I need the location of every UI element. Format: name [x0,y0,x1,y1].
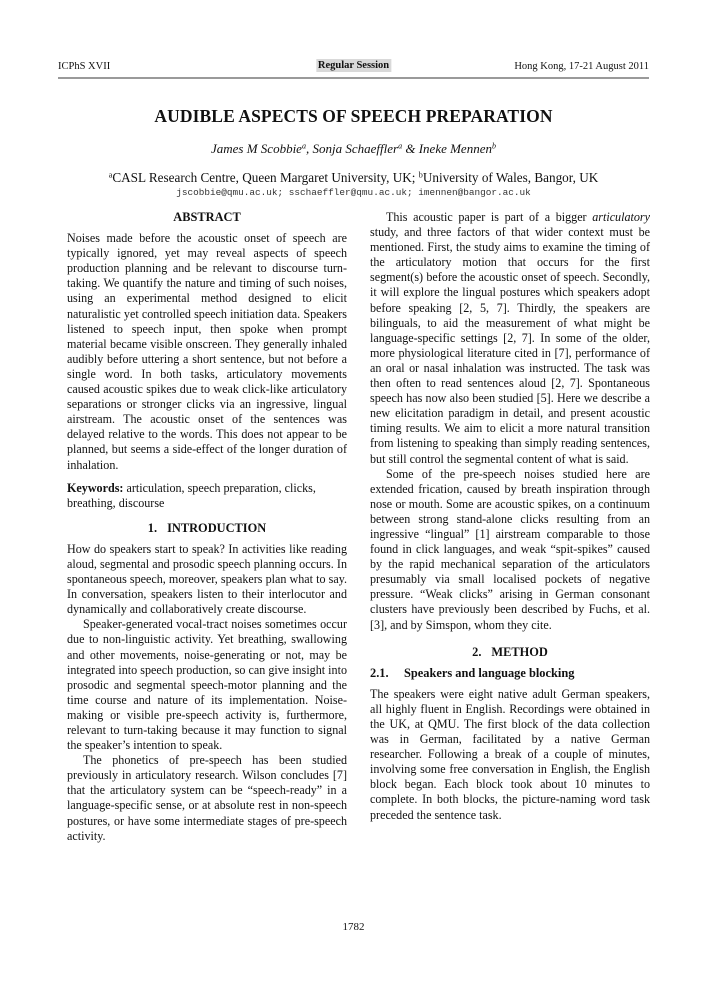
subsection-title: Speakers and language blocking [404,665,575,680]
section-title: INTRODUCTION [167,520,267,535]
section-title: METHOD [491,644,548,659]
body-paragraph: The speakers were eight native adult German speakers, all highly fluent in English. Recordings were obtained in the UK, at QMU. The first block of the data collection was in German, facilitated by a native German researcher. Following a break of a couple of minutes, involving some free conversation in English, the English block began. Each block took about 10 minutes to complete. In both blocks, the picture-naming word task preceded the sentence task. [370,686,650,822]
author-name: Sonja Schaeffler [312,141,399,156]
italic-term: articulatory [592,210,650,224]
body-paragraph: Speaker-generated vocal-tract noises sometimes occur due to non-linguistic activity. Yet breathing, swallowing and other movements, noise-generating or not, may be integrated into speech production, so can give insight into prosodic and segmental speech-motor planning and the time course and nature of its implementation. Noise-making or visible pre-speech activity is, furthermore, relevant to turn-taking because it may function to signal the speaker’s intention to speak. [67,617,347,753]
author-emails: jscobbie@qmu.ac.uk; sschaeffler@qmu.ac.uk; imennen@bangor.ac.uk [176,187,531,198]
section-number: 2. [472,644,482,659]
page-number: 1782 [342,921,365,933]
abstract-heading: ABSTRACT [173,210,241,224]
keywords-label: Keywords: [67,480,124,495]
body-paragraph: How do speakers start to speak? In activities like reading aloud, segmental and prosodic speech planning occurs. In spontaneous speech, moreover, speakers plan what to say. In conversation, speakers listen to their interlocutor and dynamically and collaboratively create discourse. [67,541,347,617]
author-name: Ineke Mennen [418,141,492,156]
section-heading-method [370,645,650,660]
location-date: Hong Kong, 17-21 August 2011 [514,61,649,72]
affil-mark: a [398,141,403,151]
keywords-text: articulation, speech preparation, clicks, breathing, discourse [67,480,316,510]
affil-mark: b [418,170,423,180]
author-name: James M Scobbie [210,141,302,156]
section-number: 1. [147,520,158,535]
session-label: Regular Session [317,60,390,71]
text-run: This acoustic paper is part of a bigger [386,210,593,224]
body-paragraph: The phonetics of pre-speech has been studied previously in articulatory research. Wilson concludes [7] that the articulatory system can be “speech-ready” in a language-specific sense, or at absolute rest in non-speech postures, or have some intermediate stages of pre-speech activity. [67,753,347,843]
affiliations [0,170,707,186]
body-paragraph: Some of the pre-speech noises studied here are extended frication, caused by breath inspiration through nose or mouth. Some are acoustic spikes, on a continuum between strong stand-alone clicks resulting from an ingressive “lingual” [1] airstream comparable to those found in click languages, and weak “spit-spikes” caused by the rapid mechanical separation of the articulators presumably via small localised pockets of negative pressure. “Weak clicks” arising in German consonant clusters have previously been described by Fuchs, et al. [3], and by Simspon, whom they cite. [370,466,650,632]
author-separator: , [305,141,313,156]
running-header [58,59,649,79]
affil-mark: a [301,141,306,151]
abstract-text: Noises made before the acoustic onset of speech are typically ignored, yet may reveal aspects of speech production planning and be relevant to discourse turn-taking. We quantify the nature and timing of such noises, using an experimental method designed to elicit naturalistic yet controlled speech initiation data. Speakers listened to speech input, then spoke when prompt material became visible onscreen. They generally inhaled audibly before uttering a short sentence, but not before a single word. In both tasks, articulatory movements caused acoustic spikes due to weak click-like articulatory separations or stronger clicks via an ingressive, lingual airstream. The acoustic onset of the sentences was delayed relative to the words. This does not appear to be planned, but seems a side-effect of the longer duration of inhalation. [67,231,347,472]
section-heading-introduction [67,521,347,536]
conference-name: ICPhS XVII [58,61,111,72]
affiliation: University of Wales, Bangor, UK [422,170,599,185]
keywords [67,481,347,511]
subsection-number: 2.1. [370,665,389,680]
right-column [370,210,650,823]
body-paragraph [370,210,650,467]
affiliation: CASL Research Centre, Queen Margaret University, UK; [112,170,419,185]
author-list [0,141,707,157]
paper-title: AUDIBLE ASPECTS OF SPEECH PREPARATION [154,106,553,126]
affil-mark: b [491,141,497,151]
author-separator: & [402,141,419,156]
left-column [67,210,347,844]
text-run: study, and three factors of that wider context must be mentioned. First, the study aims to examine the timing of the articulatory motion that occurs for the first segment(s) before the acoustic onset of speech. Secondly, it will explore the lingual postures which speakers adopt before speaking [2, 5, 7]. Thirdly, the speakers are bilinguals, to aid the measurement of what might be language-specific settings [2, 7]. In some of the older, more physiological literature cited in [7], performance of an oral or nasal inhalation was instructed. The task was then often to read sentences aloud [2, 7]. Spontaneous speech has now also been studied [5]. Here we describe a new elicitation paradigm in detail, and present acoustic timing results. We aim to elicit a more natural transition from listening to speaking than simply reading sentences, but still control the segmental content of what is said. [370,225,650,466]
subsection-heading [370,666,650,681]
affil-mark: a [108,170,113,180]
